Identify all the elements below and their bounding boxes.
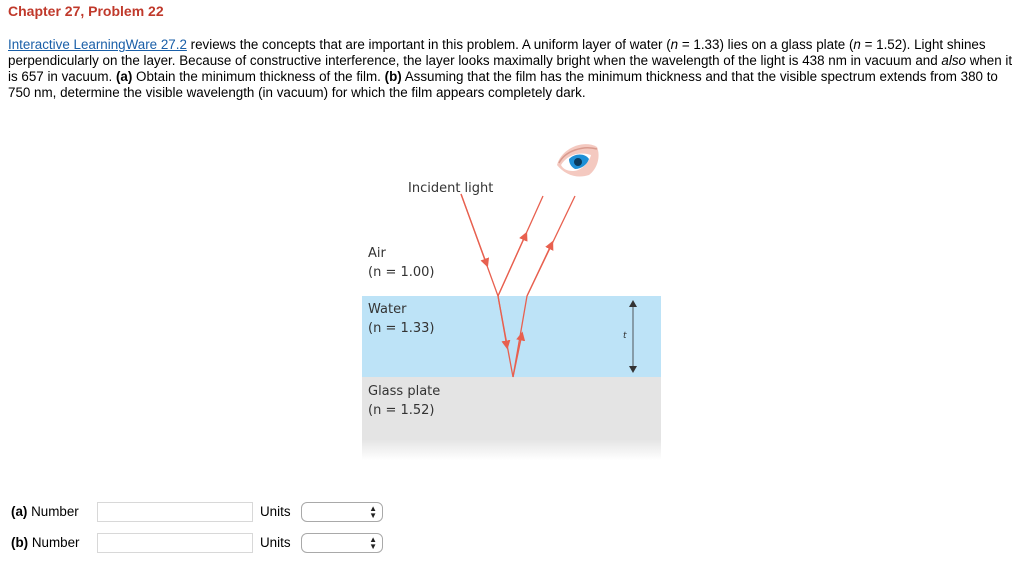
number-label-a: Number: [31, 504, 79, 519]
units-label-b: Units: [260, 535, 291, 550]
learningware-link[interactable]: Interactive LearningWare 27.2: [8, 37, 187, 52]
eye-icon: [557, 144, 599, 176]
number-input-a[interactable]: [97, 502, 253, 522]
number-label-b: Number: [31, 535, 80, 550]
water-index-label: (n = 1.33): [368, 321, 435, 336]
air-label: Air: [368, 246, 386, 261]
glass-index-label: (n = 1.52): [368, 403, 435, 418]
water-label: Water: [368, 302, 407, 317]
units-select-a[interactable]: [301, 502, 383, 522]
thickness-label: t: [623, 331, 627, 341]
units-select-b[interactable]: [301, 533, 383, 553]
glass-label: Glass plate: [368, 384, 441, 399]
incident-light-label: Incident light: [408, 181, 494, 196]
select-arrows-icon: ▲ ▼: [369, 504, 377, 520]
part-b-label: (b): [11, 535, 29, 550]
air-index-label: (n = 1.00): [368, 265, 435, 280]
problem-title: Chapter 27, Problem 22: [8, 3, 164, 19]
number-input-b[interactable]: [97, 533, 253, 553]
thin-film-diagram: [362, 130, 662, 460]
problem-statement: Interactive LearningWare 27.2 reviews the concepts that are important in this problem. A uniform layer of water (n = 1.33) lies on a glass plate (n = 1.52). Light shines perpendicularly on the layer. Because of constructive interference, the layer looks maximally bright when the wavelength of the light is 438 nm in vacuum and also when it is 657 in vacuum. (a) Obtain the minimum thickness of the film. (b) Assuming that the film has the minimum thickness and that the visible spectrum extends from 380 to 750 nm, determine the visible wavelength (in vacuum) for which the film appears completely dark.: [8, 37, 1013, 100]
part-a-label: (a): [11, 504, 28, 519]
select-arrows-icon: ▲ ▼: [369, 535, 377, 551]
units-label-a: Units: [260, 504, 291, 519]
